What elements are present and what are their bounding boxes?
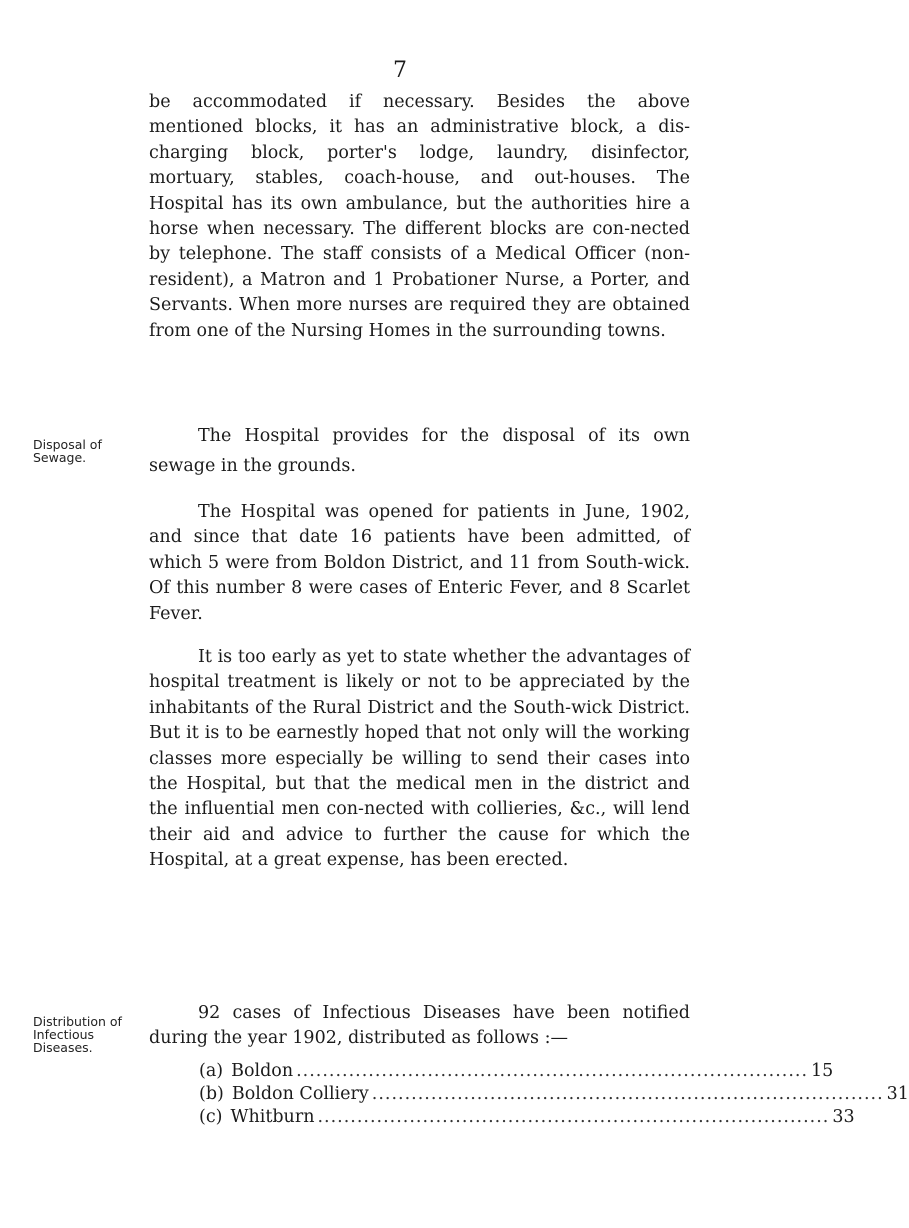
list-item — [199, 1083, 909, 1106]
margin-note-distribution-line1: Distribution of — [33, 1014, 122, 1029]
margin-note-distribution — [33, 1015, 153, 1054]
distribution-list — [199, 1060, 909, 1129]
list-item-letter: (c) — [199, 1107, 223, 1127]
paragraph-patients: The Hospital was opened for patients in June, 1902, and since that date 16 patients have been admitted, of which 5 were from Boldon District, and 11 from South-wick. Of this number 8 were cases of Enteric Fever, and 8 Scarlet Fever. — [149, 502, 690, 624]
paragraph-advantages: It is too early as yet to state whether the advantages of hospital treatment is likely or not to be appreciated by the inhabitants of the Rural District and the South-wick District. But it is to be earnestly hoped that not only will the working classes more especially be willing to send their cases into the Hospital, but that the medical men in the district and the influential men con-nected with collieries, &c., will lend their aid and advice to further the cause for which the Hospital, at a great expense, has been erected. — [149, 647, 690, 871]
list-item-name: Boldon — [231, 1061, 294, 1081]
paragraph-hospital-blocks: be accommodated if necessary. Besides the above mentioned blocks, it has an administrative block, a dis-charging block, porter's lodge, laundry, disinfector, mortuary, stables, coach-house, and out-houses. The Hospital has its own ambulance, but the authorities hire a horse when necessary. The different blocks are con-nected by telephone. The staff consists of a Medical Officer (non-resident), a Matron and 1 Probationer Nurse, a Porter, and Servants. When more nurses are required they are obtained from one of the Nursing Homes in the surrounding towns. — [149, 92, 690, 341]
dot-leader: .............................................................................. — [317, 1107, 830, 1127]
list-item-name: Boldon Colliery — [231, 1084, 369, 1104]
margin-note-disposal — [33, 438, 133, 464]
list-item-value: 33 — [832, 1107, 855, 1127]
paragraph-sewage: The Hospital provides for the disposal of its own sewage in the grounds. — [149, 426, 690, 476]
margin-note-disposal-line2: Sewage. — [33, 450, 87, 465]
list-item-value: 15 — [811, 1061, 834, 1081]
list-item-letter: (a) — [199, 1061, 224, 1081]
list-item — [199, 1060, 834, 1083]
dot-leader: .............................................................................. — [296, 1061, 809, 1081]
list-item — [199, 1106, 855, 1129]
margin-note-disposal-line1: Disposal of — [33, 437, 102, 452]
paragraph-infectious-diseases: 92 cases of Infectious Diseases have been notified during the year 1902, distributed as follows :— — [149, 1003, 690, 1048]
list-item-value: 31 — [886, 1084, 909, 1104]
list-item-letter: (b) — [199, 1084, 224, 1104]
list-item-name: Whitburn — [230, 1107, 315, 1127]
margin-note-distribution-line2: Infectious Diseases. — [33, 1027, 95, 1055]
dot-leader: .............................................................................. — [371, 1084, 884, 1104]
page-number: 7 — [393, 58, 407, 83]
